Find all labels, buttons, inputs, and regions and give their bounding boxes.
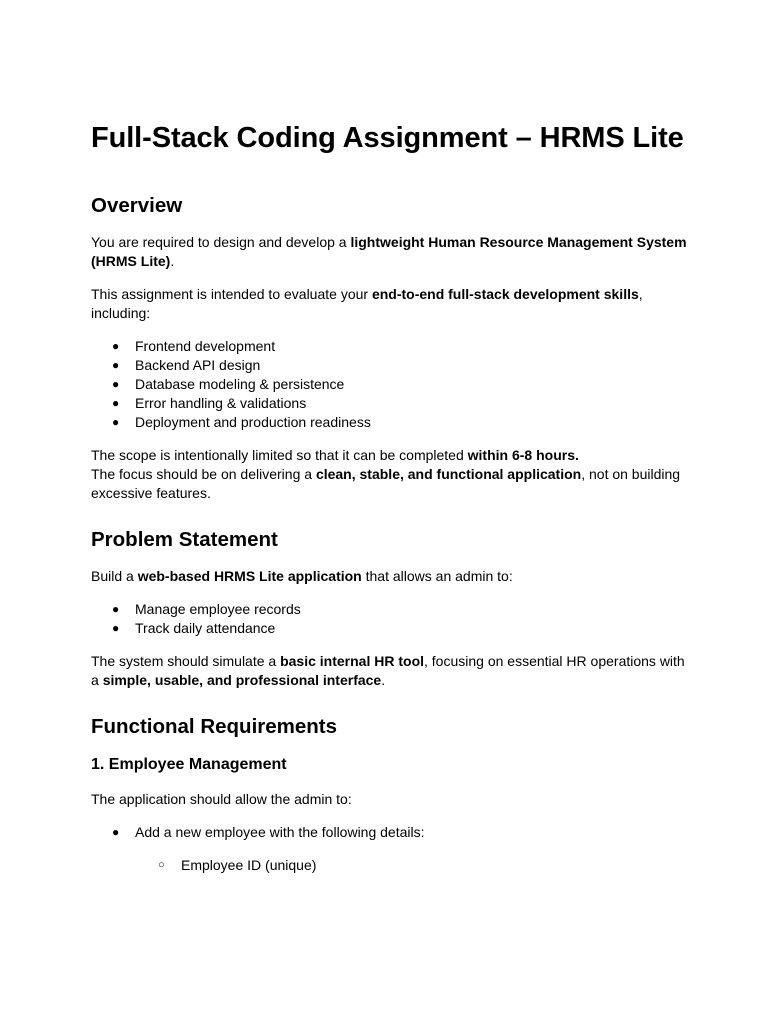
text-run: that allows an admin to: <box>361 568 513 584</box>
text-run: The focus should be on delivering a <box>91 466 316 482</box>
list-item <box>91 600 691 619</box>
text-run: . <box>170 253 175 269</box>
subsection-heading-employee-management: 1. Employee Management <box>91 756 287 773</box>
bold-text: within 6-8 hours. <box>467 447 579 463</box>
functional-sub-list <box>91 856 691 875</box>
bullet-icon: ● <box>112 825 120 839</box>
list-item-text: Add a new employee with the following details: <box>135 824 425 840</box>
document-page <box>91 118 691 875</box>
bullet-icon: ● <box>112 339 120 353</box>
bullet-icon: ● <box>112 621 120 635</box>
list-item <box>91 823 691 842</box>
bullet-icon: ● <box>112 396 120 410</box>
section-heading-functional-requirements: Functional Requirements <box>91 715 338 738</box>
list-item <box>91 619 691 638</box>
section-heading-problem-statement: Problem Statement <box>91 528 278 551</box>
bold-text: simple, usable, and professional interface <box>102 672 382 688</box>
text-run: The scope is intentionally limited so that it can be completed <box>91 447 468 463</box>
list-item <box>91 337 691 356</box>
functional-list <box>91 823 691 842</box>
overview-paragraph-3 <box>91 446 691 503</box>
document-title: Full-Stack Coding Assignment – HRMS Lite <box>91 122 684 154</box>
text-run: . <box>381 672 386 688</box>
section-heading-overview: Overview <box>91 194 183 217</box>
text-run: The system should simulate a <box>91 653 281 669</box>
list-item-text: Employee ID (unique) <box>181 857 317 873</box>
list-item <box>91 375 691 394</box>
text-run: , focusing on essential HR operations with a <box>91 653 685 688</box>
bullet-icon: ● <box>112 415 120 429</box>
bold-text: lightweight Human Resource Management System (HRMS Lite) <box>91 234 687 269</box>
list-item-text: Backend API design <box>135 357 261 373</box>
skills-list <box>91 337 691 432</box>
text-run: , not on building excessive features. <box>91 466 681 501</box>
list-item-text: Manage employee records <box>135 601 301 617</box>
bullet-icon: ● <box>112 377 120 391</box>
bold-text: clean, stable, and functional application <box>315 466 582 482</box>
functional-intro: The application should allow the admin to: <box>91 791 352 807</box>
bullet-icon: ● <box>112 358 120 372</box>
list-item <box>91 356 691 375</box>
text-run: This assignment is intended to evaluate your <box>91 286 372 302</box>
bold-text: web-based HRMS Lite application <box>137 568 362 584</box>
sub-list-item <box>91 856 691 875</box>
bold-text: end-to-end full-stack development skills <box>371 286 639 302</box>
list-item <box>91 394 691 413</box>
bold-text: basic internal HR tool <box>280 653 425 669</box>
list-item-text: Error handling & validations <box>135 395 307 411</box>
text-run: Build a <box>91 568 138 584</box>
bullet-icon: ● <box>112 602 120 616</box>
list-item-text: Deployment and production readiness <box>135 414 371 430</box>
hollow-bullet-icon: ○ <box>158 859 165 871</box>
problem-paragraph-2 <box>91 652 691 690</box>
overview-paragraph-1 <box>91 233 691 271</box>
text-run: You are required to design and develop a <box>91 234 351 250</box>
text-run: , including: <box>91 286 643 321</box>
list-item-text: Database modeling & persistence <box>135 376 345 392</box>
problem-paragraph-1 <box>91 567 691 586</box>
list-item-text: Frontend development <box>135 338 276 354</box>
list-item-text: Track daily attendance <box>135 620 276 636</box>
problem-list <box>91 600 691 638</box>
list-item <box>91 413 691 432</box>
overview-paragraph-2 <box>91 285 691 323</box>
